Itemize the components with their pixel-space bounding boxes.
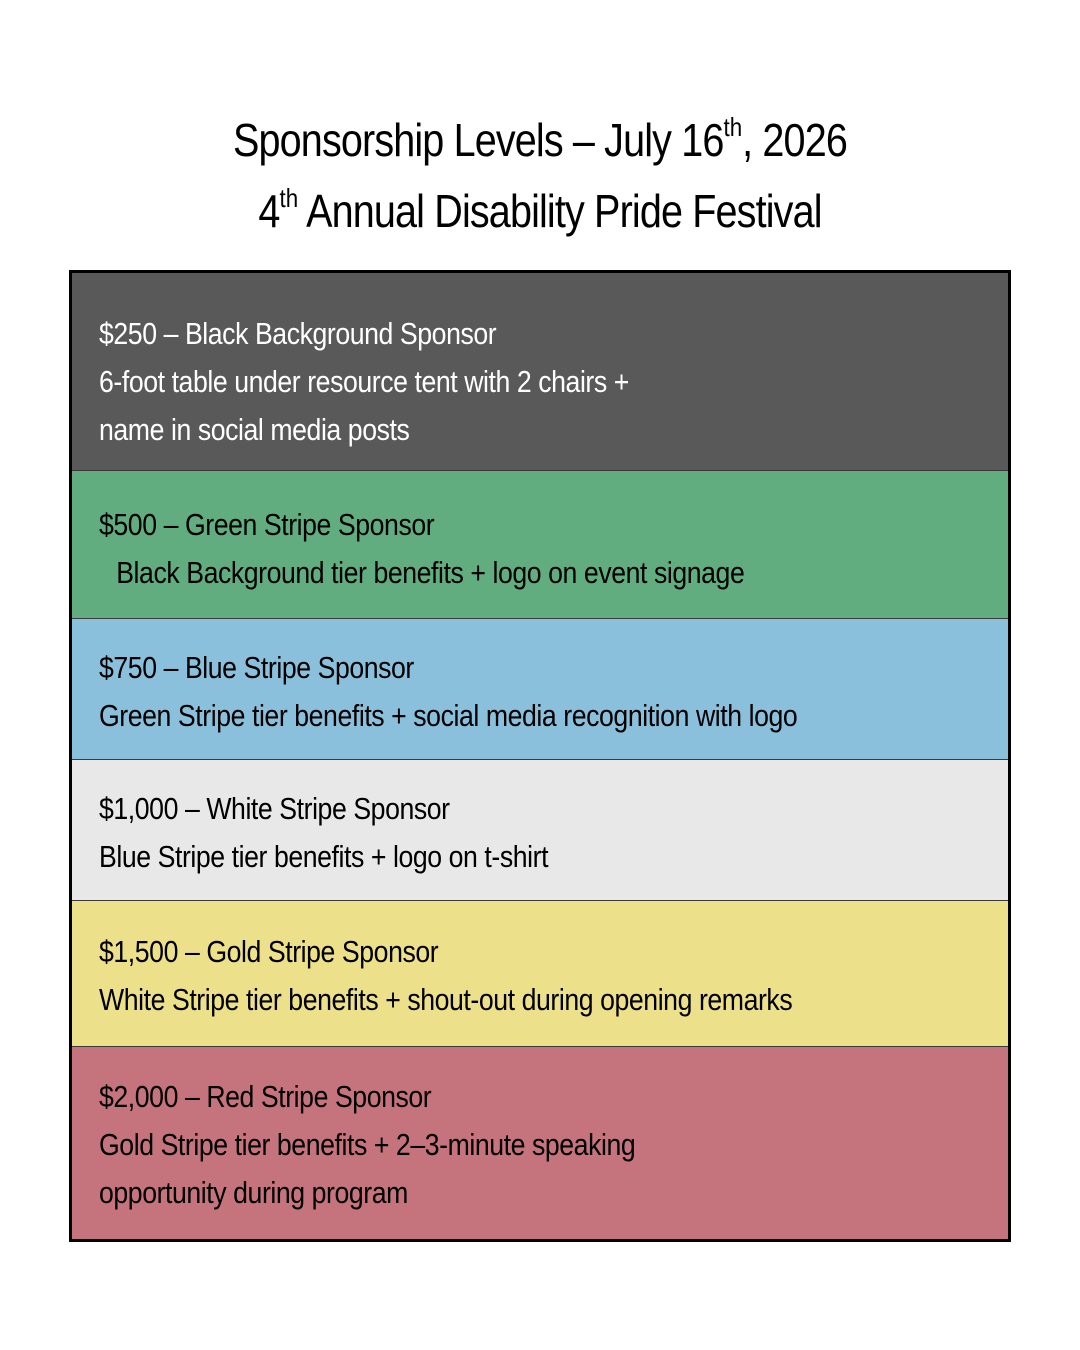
tier-green-stripe bbox=[72, 471, 1008, 619]
title-line-1-year: , 2026 bbox=[742, 114, 847, 166]
tier-benefit: name in social media posts bbox=[99, 412, 410, 447]
title-line-2-number: 4 bbox=[258, 185, 280, 237]
tier-name: $2,000 – Red Stripe Sponsor bbox=[99, 1079, 432, 1114]
title-line-2-text: Annual Disability Pride Festival bbox=[298, 185, 822, 237]
title-line-1-text: Sponsorship Levels – July 16 bbox=[232, 114, 724, 166]
title-line-1 bbox=[76, 108, 1005, 179]
tier-benefit: Gold Stripe tier benefits + 2–3-minute speaking bbox=[99, 1127, 636, 1162]
title-line-2 bbox=[76, 179, 1005, 250]
tier-benefit: opportunity during program bbox=[99, 1175, 408, 1210]
tier-benefit: 6-foot table under resource tent with 2 chairs + bbox=[99, 364, 629, 399]
title-line-1-superscript: th bbox=[723, 112, 743, 142]
tier-black-background bbox=[72, 273, 1008, 471]
tier-name: $250 – Black Background Sponsor bbox=[99, 316, 497, 351]
tier-benefit: Blue Stripe tier benefits + logo on t-shirt bbox=[99, 839, 549, 874]
tier-benefit: Green Stripe tier benefits + social media recognition with logo bbox=[99, 698, 798, 733]
tier-name: $750 – Blue Stripe Sponsor bbox=[99, 650, 414, 685]
tier-blue-stripe bbox=[72, 619, 1008, 760]
tier-white-stripe bbox=[72, 760, 1008, 901]
sponsorship-table bbox=[69, 270, 1011, 1242]
tier-gold-stripe bbox=[72, 901, 1008, 1047]
page-title bbox=[0, 108, 1080, 250]
tier-name: $1,000 – White Stripe Sponsor bbox=[99, 791, 450, 826]
tier-red-stripe bbox=[72, 1047, 1008, 1239]
tier-name: $500 – Green Stripe Sponsor bbox=[99, 507, 435, 542]
tier-benefit: White Stripe tier benefits + shout-out during opening remarks bbox=[99, 982, 793, 1017]
tier-name: $1,500 – Gold Stripe Sponsor bbox=[99, 934, 439, 969]
title-line-2-superscript: th bbox=[279, 183, 299, 213]
tier-benefit: Black Background tier benefits + logo on event signage bbox=[116, 555, 745, 590]
